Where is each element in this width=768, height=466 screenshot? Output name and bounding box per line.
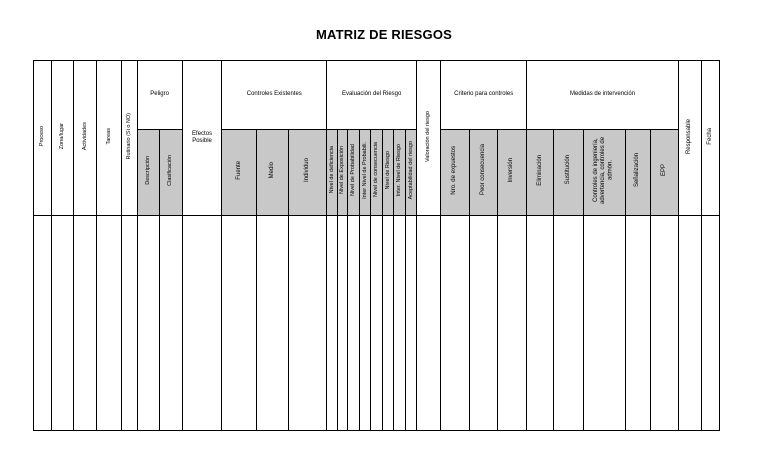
subheader-aceptabilidad: Aceptabilidad del riesgo <box>405 130 417 216</box>
data-cell[interactable] <box>382 216 394 431</box>
header-actividades: Actividades <box>73 61 96 216</box>
data-cell[interactable] <box>583 216 625 431</box>
data-cell[interactable] <box>327 216 337 431</box>
data-cell[interactable] <box>371 216 383 431</box>
data-cell[interactable] <box>701 216 719 431</box>
subheader-descripcion: Descripción <box>137 130 159 216</box>
table-row <box>34 216 720 431</box>
data-cell[interactable] <box>51 216 73 431</box>
subheader-sustitucion: Sustitución <box>554 130 583 216</box>
subheader-individuo: Individuo <box>289 130 327 216</box>
data-cell[interactable] <box>182 216 222 431</box>
subheader-peor-consecuencia: Peor consecuencia <box>469 130 497 216</box>
subheader-senalizacion: Señalización <box>625 130 650 216</box>
header-fecha: Fecha <box>701 61 719 216</box>
data-cell[interactable] <box>650 216 678 431</box>
data-cell[interactable] <box>73 216 96 431</box>
page-title: MATRIZ DE RIESGOS <box>315 27 453 42</box>
subheader-nivel-exposicion: Nivel de Exposición <box>337 130 347 216</box>
subheader-interp-probabilidad: Inter Nivel de Probabili. <box>359 130 371 216</box>
header-responsable: Responsable <box>678 61 701 216</box>
header-rutinario: Rutinario (Si o NO) <box>121 61 137 216</box>
subheader-controles-ingenieria: Controles de ingeniería, advertencia, controles de admón. <box>583 130 625 216</box>
header-proceso: Proceso <box>34 61 52 216</box>
data-cell[interactable] <box>469 216 497 431</box>
header-medidas-intervencion: Medidas de intervención <box>527 61 679 130</box>
data-cell[interactable] <box>405 216 417 431</box>
data-cell[interactable] <box>96 216 121 431</box>
data-cell[interactable] <box>625 216 650 431</box>
data-cell[interactable] <box>256 216 288 431</box>
header-zona-lugar: Zona/lugar <box>51 61 73 216</box>
data-cell[interactable] <box>417 216 441 431</box>
data-cell[interactable] <box>121 216 137 431</box>
data-cell[interactable] <box>34 216 52 431</box>
data-cell[interactable] <box>348 216 360 431</box>
subheader-eliminacion: Eliminación <box>527 130 554 216</box>
subheader-epp: EPP <box>650 130 678 216</box>
data-cell[interactable] <box>554 216 583 431</box>
data-cell[interactable] <box>394 216 406 431</box>
header-efectos: Efectos Posible <box>182 61 222 216</box>
subheader-nro-expuestos: Nro. de expuestos <box>441 130 469 216</box>
header-tareas: Tareas <box>96 61 121 216</box>
data-cell[interactable] <box>527 216 554 431</box>
data-cell[interactable] <box>441 216 469 431</box>
data-cell[interactable] <box>137 216 159 431</box>
data-cell[interactable] <box>359 216 371 431</box>
data-cell[interactable] <box>678 216 701 431</box>
subheader-nivel-deficiencia: Nivel de deficiencia <box>327 130 337 216</box>
subheader-medio: Medio <box>256 130 288 216</box>
data-cell[interactable] <box>159 216 182 431</box>
subheader-nivel-probabilidad: Nivel de Probabilidad <box>348 130 360 216</box>
header-criterio-controles: Criterio para controles <box>441 61 527 130</box>
subheader-interp-riesgo: Inter. Nivel de Riesgo <box>394 130 406 216</box>
header-valoracion: Valoración del riesgo <box>417 61 441 216</box>
subheader-inversion: Inversión <box>497 130 526 216</box>
header-peligro: Peligro <box>137 61 182 130</box>
subheader-nivel-consecuencia: Nivel de consecuencia <box>371 130 383 216</box>
subheader-fuente: Fuente <box>222 130 257 216</box>
header-controles-existentes: Controles Existentes <box>222 61 327 130</box>
subheader-clasificacion: Clasificación <box>159 130 182 216</box>
data-cell[interactable] <box>289 216 327 431</box>
risk-matrix-table <box>33 60 720 431</box>
data-cell[interactable] <box>497 216 526 431</box>
subheader-nivel-riesgo: Nivel de Riesgo <box>382 130 394 216</box>
header-evaluacion-riesgo: Evaluación del Riesgo <box>327 61 417 130</box>
data-cell[interactable] <box>222 216 257 431</box>
data-cell[interactable] <box>337 216 347 431</box>
